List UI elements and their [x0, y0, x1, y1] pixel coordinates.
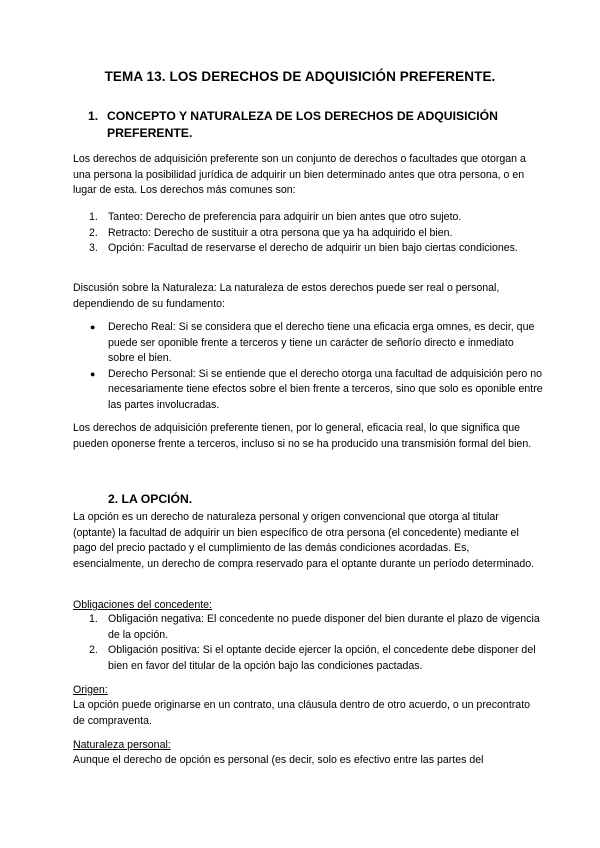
- nature-discussion: Discusión sobre la Naturaleza: La naturaleza de estos derechos puede ser real o personal, dependiendo de su fundamento:: [73, 282, 500, 310]
- bullet-icon: ●: [90, 322, 96, 332]
- section-1-conclusion: Los derechos de adquisición preferente tienen, por lo general, eficacia real, lo que significa que pueden oponerse frente a terceros, incluso si no se ha producido una transmisión formal del bien.: [73, 422, 532, 450]
- section-2-intro: La opción es un derecho de naturaleza personal y origen convencional que otorga al titular (optante) la facultad de adquirir un bien específico de otra persona (el concedente) mediante el pago del precio pactado y el cumplimiento de las demás condiciones acordadas. Es, esencialmente, un derecho de compra reservado para el optante durante un período determinado.: [73, 511, 535, 570]
- nature-title: Naturaleza personal:: [73, 739, 171, 751]
- section-1-number: 1.: [88, 109, 99, 123]
- origin-text: La opción puede originarse en un contrato, una cláusula dentro de otro acuerdo, o un precontrato de compraventa.: [73, 699, 531, 727]
- document-title: TEMA 13. LOS DERECHOS DE ADQUISICIÓN PREFERENTE.: [104, 69, 496, 84]
- nature-text: Aunque el derecho de opción es personal (es decir, solo es efectivo entre las partes del: [73, 754, 484, 766]
- obligations-list: [73, 612, 543, 674]
- section-1-heading: [88, 108, 518, 142]
- section-1-intro: Los derechos de adquisición preferente son un conjunto de derechos o facultades que otorgan a una persona la posibilidad jurídica de adquirir un bien determinado antes que otra persona, o en lugar de esta. Los derechos más comunes son:: [73, 153, 526, 196]
- list-item: 2. Obligación positiva: Si el optante decide ejercer la opción, el concedente debe disponer del bien en favor del titular de la opción bajo las condiciones pactadas.: [89, 644, 536, 672]
- bullet-icon: ●: [90, 368, 96, 379]
- list-item: ● Derecho Real: Si se considera que el derecho tiene una eficacia erga omnes, es decir, que puede ser oponible frente a terceros y tiene un carácter de señorío directo e inmediato sobre el bien.: [90, 321, 535, 364]
- list-item: ● Derecho Personal: Si se entiende que el derecho otorga una facultad de adquisición pero no necesariamente tiene efectos sobre el bien frente a terceros, sino que solo es oponible entre las partes involucradas.: [90, 367, 543, 411]
- list-item: 1. Tanteo: Derecho de preferencia para adquirir un bien antes que otro sujeto.: [89, 211, 462, 223]
- nature-bullets: [73, 320, 543, 413]
- obligations-title: Obligaciones del concedente:: [73, 599, 212, 611]
- list-item: 3. Opción: Facultad de reservarse el derecho de adquirir un bien bajo ciertas condiciones.: [89, 242, 518, 254]
- list-item: 1. Obligación negativa: El concedente no puede disponer del bien durante el plazo de vigencia de la opción.: [89, 613, 540, 641]
- origin-title: Origen:: [73, 684, 108, 696]
- section-2-heading: 2. LA OPCIÓN.: [108, 492, 193, 506]
- rights-list: [73, 210, 543, 257]
- section-1-heading-text: CONCEPTO Y NATURALEZA DE LOS DERECHOS DE ADQUISICIÓN PREFERENTE.: [107, 109, 498, 140]
- list-item: 2. Retracto: Derecho de sustituir a otra persona que ya ha adquirido el bien.: [89, 226, 453, 239]
